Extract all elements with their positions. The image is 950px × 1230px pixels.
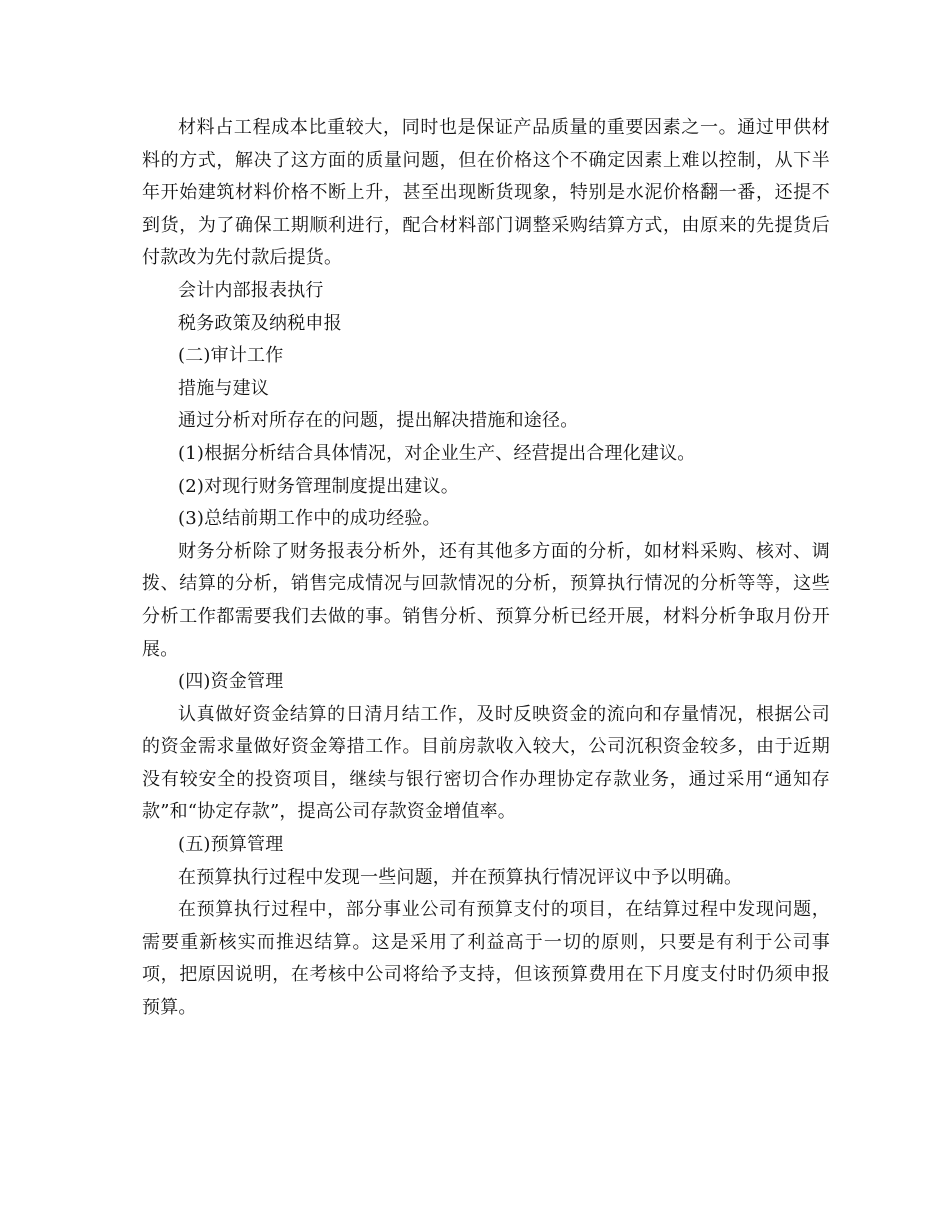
heading-tax-policy: 税务政策及纳税申报	[178, 312, 342, 334]
paragraph-material-cost: 材料占工程成本比重较大，同时也是保证产品质量的重要因素之一。通过甲供材料的方式，解决了这方面的质量问题，但在价格这个不确定因素上难以控制，从下半年开始建筑材料价格不断上升，甚至出现断货现象，特别是水泥价格翻一番，还提不到货，为了确保工期顺利进行，配合材料部门调整采购结算方式，由原来的先提货后付款改为先付款后提货。	[142, 117, 830, 269]
heading-budget-management: (五)预算管理	[178, 834, 284, 856]
list-item-1: (1)根据分析结合具体情况，对企业生产、经营提出合理化建议。	[178, 442, 696, 464]
document-body	[142, 112, 830, 1025]
paragraph-fund-settlement: 认真做好资金结算的日清月结工作，及时反映资金的流向和存量情况，根据公司的资金需求量做好资金筹措工作。目前房款收入较大，公司沉积资金较多，由于近期没有较安全的投资项目，继续与银行密切合作办理协定存款业务，通过采用“通知存款”和“协定存款”，提高公司存款资金增值率。	[142, 703, 830, 823]
heading-measures-suggestions: 措施与建议	[178, 377, 269, 399]
paragraph-budget-issues: 在预算执行过程中发现一些问题，并在预算执行情况评议中予以明确。	[178, 866, 743, 888]
heading-fund-management: (四)资金管理	[178, 671, 284, 693]
paragraph-financial-analysis: 财务分析除了财务报表分析外，还有其他多方面的分析，如材料采购、核对、调拨、结算的分析，销售完成情况与回款情况的分析，预算执行情况的分析等等，这些分析工作都需要我们去做的事。销售分析、预算分析已经开展，材料分析争取月份开展。	[142, 540, 830, 660]
heading-audit-work: (二)审计工作	[178, 345, 284, 367]
paragraph-budget-settlement: 在预算执行过程中，部分事业公司有预算支付的项目，在结算过程中发现问题，需要重新核实而推迟结算。这是采用了利益高于一切的原则，只要是有利于公司事项，把原因说明，在考核中公司将给予支持，但该预算费用在下月度支付时仍须申报预算。	[142, 899, 830, 1019]
paragraph-analysis-intro: 通过分析对所存在的问题，提出解决措施和途径。	[178, 410, 579, 432]
heading-internal-reports: 会计内部报表执行	[178, 279, 324, 301]
list-item-3: (3)总结前期工作中的成功经验。	[178, 508, 441, 530]
list-item-2: (2)对现行财务管理制度提出建议。	[178, 475, 459, 497]
